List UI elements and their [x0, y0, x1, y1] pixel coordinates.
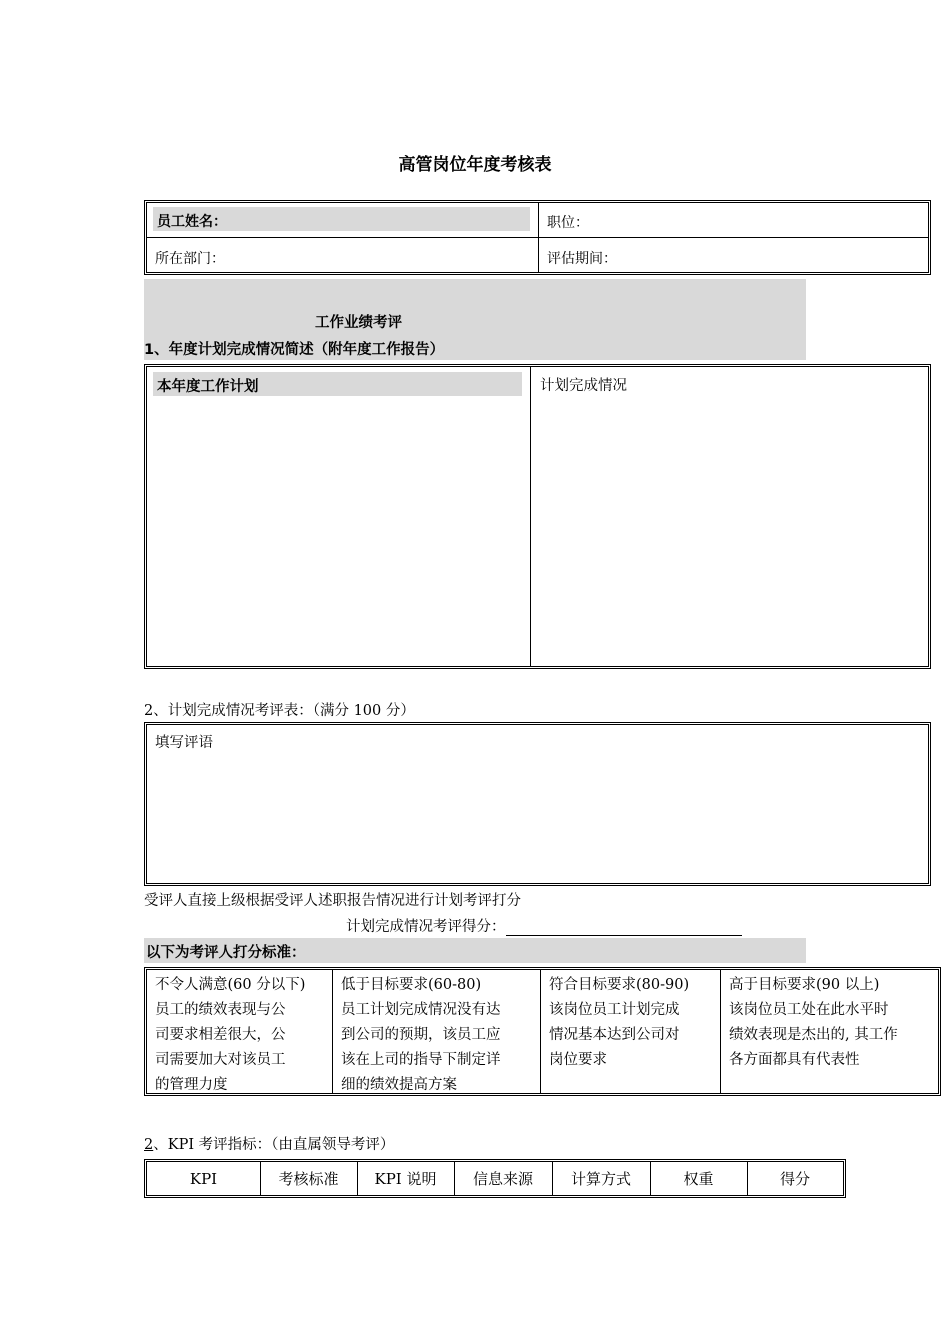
standards-heading: 以下为考评人打分标准： — [144, 938, 806, 963]
section-title: 工作业绩考评 — [315, 315, 402, 331]
plan-completion-header: 计划完成情况 — [540, 378, 627, 394]
standard-exceeds-target-line-3: 各方面都具有代表性 — [729, 1052, 860, 1068]
standard-unsatisfactory — [155, 973, 327, 1098]
employee-info-table — [144, 200, 931, 275]
plan-table — [144, 364, 931, 669]
standard-unsatisfactory-line-3: 司需要加大对该员工 — [155, 1052, 286, 1068]
review-heading: 2、计划完成情况考评表：（满分 100 分） — [144, 703, 415, 719]
review-comment-box[interactable] — [144, 722, 931, 886]
kpi-header-description: KPI 说明 — [374, 1170, 437, 1188]
kpi-header-criteria: 考核标准 — [278, 1170, 339, 1188]
kpi-heading-text: 、KPI 考评指标：（由直属领导考评） — [153, 1137, 395, 1153]
period-label: 评估期间： — [547, 251, 617, 267]
standard-exceeds-target-title: 高于目标要求(90 以上) — [729, 977, 880, 993]
standard-below-target-title: 低于目标要求(60-80) — [341, 977, 482, 993]
standard-meets-target-line-2: 情况基本达到公司对 — [549, 1027, 680, 1043]
position-label: 职位： — [547, 215, 589, 231]
annual-plan-header: 本年度工作计划 — [153, 372, 522, 396]
standard-exceeds-target — [729, 973, 933, 1073]
kpi-header-calculation: 计算方式 — [570, 1170, 631, 1188]
standard-unsatisfactory-line-4: 的管理力度 — [155, 1077, 228, 1093]
kpi-table — [144, 1159, 846, 1198]
annual-plan-content[interactable] — [153, 399, 523, 659]
standard-below-target-line-4: 细的绩效提高方案 — [341, 1077, 457, 1093]
standard-exceeds-target-line-1: 该岗位员工处在此水平时 — [729, 1002, 889, 1018]
plan-completion-content[interactable] — [537, 399, 922, 659]
standard-exceeds-target-line-2: 绩效表现是杰出的, 其工作 — [729, 1027, 898, 1043]
standard-meets-target-title: 符合目标要求(80-90) — [549, 977, 690, 993]
standard-below-target-line-2: 到公司的预期，该员工应 — [341, 1027, 501, 1043]
page-title: 高管岗位年度考核表 — [398, 155, 552, 175]
standard-meets-target-line-1: 该岗位员工计划完成 — [549, 1002, 680, 1018]
standard-meets-target — [549, 973, 717, 1073]
review-comment-placeholder: 填写评语 — [155, 735, 213, 751]
standard-meets-target-line-3: 岗位要求 — [549, 1052, 607, 1068]
employee-name-label: 员工姓名： — [153, 207, 530, 231]
standards-table — [144, 967, 941, 1096]
section-item-1: 1、年度计划完成情况简述（附年度工作报告） — [144, 342, 445, 358]
standard-below-target-line-1: 员工计划完成情况没有达 — [341, 1002, 501, 1018]
kpi-header-weight: 权重 — [683, 1170, 714, 1188]
kpi-heading — [144, 1133, 394, 1154]
standard-below-target — [341, 973, 537, 1098]
department-label: 所在部门： — [155, 251, 225, 267]
kpi-header-score: 得分 — [779, 1170, 810, 1188]
score-label: 计划完成情况考评得分： — [346, 919, 506, 935]
score-input-line[interactable] — [506, 918, 742, 936]
kpi-header-source: 信息来源 — [472, 1170, 533, 1188]
standard-below-target-line-3: 该在上司的指导下制定详 — [341, 1052, 501, 1068]
score-row — [346, 915, 742, 936]
standard-unsatisfactory-line-1: 员工的绩效表现与公 — [155, 1002, 286, 1018]
standard-unsatisfactory-line-2: 司要求相差很大，公 — [155, 1027, 286, 1043]
standard-unsatisfactory-title: 不令人满意(60 分以下) — [155, 977, 306, 993]
review-note: 受评人直接上级根据受评人述职报告情况进行计划考评打分 — [144, 893, 521, 909]
kpi-heading-number: 2 — [144, 1137, 154, 1153]
kpi-header-kpi: KPI — [189, 1169, 218, 1188]
